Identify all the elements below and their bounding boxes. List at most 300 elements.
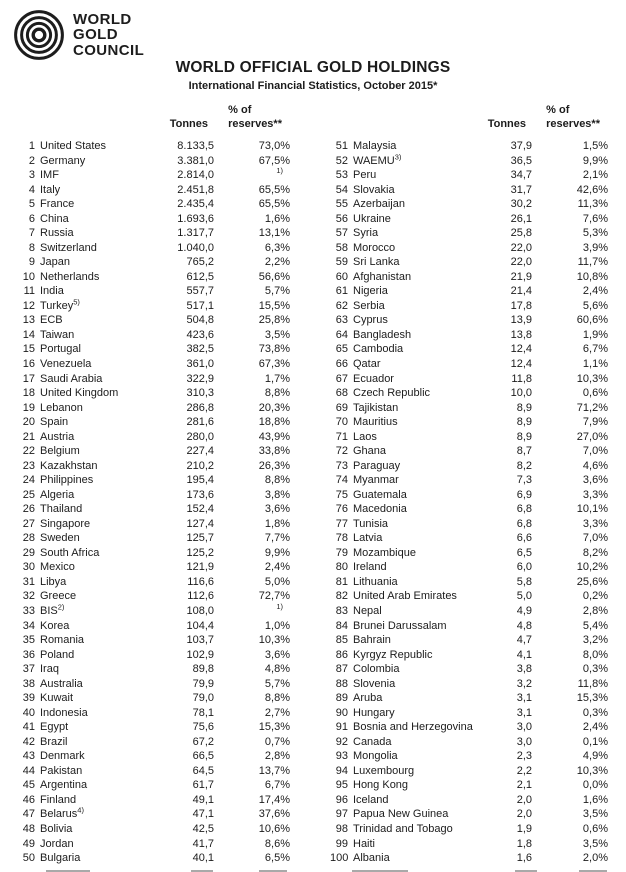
table-row <box>12 386 290 401</box>
table-row <box>330 139 608 154</box>
row-country: Argentina <box>40 779 88 792</box>
table-row <box>330 444 608 459</box>
row-country: Bahrain <box>353 634 391 647</box>
table-row <box>12 430 290 445</box>
pct-reserves-header-text <box>228 104 282 131</box>
row-pct-reserves: 2,0% <box>582 852 608 865</box>
row-rank: 75 <box>335 488 348 501</box>
row-country: Switzerland <box>40 241 97 254</box>
row-pct-reserves: 2,7% <box>264 706 290 719</box>
row-rank: 43 <box>22 750 35 763</box>
row-rank: 25 <box>22 488 35 501</box>
row-tonnes: 2,3 <box>516 750 532 763</box>
row-rank: 78 <box>335 532 348 545</box>
table-row <box>330 633 608 648</box>
row-tonnes: 79,9 <box>192 677 214 690</box>
row-pct-reserves: 15,3% <box>576 692 608 705</box>
row-country: Nigeria <box>353 285 388 298</box>
row-tonnes: 42,5 <box>192 822 214 835</box>
table-row <box>12 764 290 779</box>
row-rank: 2 <box>28 154 35 167</box>
row-country: Egypt <box>40 721 69 734</box>
table-row <box>12 822 290 837</box>
row-tonnes: 227,4 <box>186 445 214 458</box>
row-pct-reserves: 3,6% <box>264 503 290 516</box>
row-tonnes: 3,8 <box>516 663 532 676</box>
row-pct-reserves: 9,9% <box>582 154 608 167</box>
row-country: Finland <box>40 793 77 806</box>
row-pct-reserves: 7,7% <box>264 532 290 545</box>
row-rank: 67 <box>335 372 348 385</box>
table-row <box>330 241 608 256</box>
row-rank: 84 <box>335 619 348 632</box>
row-pct-reserves: 3,6% <box>582 474 608 487</box>
row-tonnes: 310,3 <box>186 387 214 400</box>
row-country: Papua New Guinea <box>353 808 449 821</box>
table-row <box>330 546 608 561</box>
row-country: United States <box>40 140 107 152</box>
row-country: Austria <box>40 430 75 443</box>
holdings-table <box>12 104 608 866</box>
row-country: Greece <box>40 590 77 603</box>
table-row <box>12 851 290 866</box>
table-row <box>330 459 608 474</box>
row-pct-reserves: 0,2% <box>582 590 608 603</box>
pct-reserves-header-text <box>546 104 600 131</box>
table-row <box>12 415 290 430</box>
table-row <box>330 822 608 837</box>
row-rank: 62 <box>335 299 348 312</box>
row-rank: 85 <box>335 634 348 647</box>
table-row <box>330 706 608 721</box>
row-pct-reserves: 11,3% <box>577 198 608 211</box>
table-row <box>12 401 290 416</box>
row-rank: 45 <box>22 779 35 792</box>
row-pct-reserves: 8,0% <box>582 648 608 661</box>
row-rank: 22 <box>22 445 35 458</box>
row-rank: 34 <box>22 619 35 632</box>
table-row <box>330 255 608 270</box>
row-country: United Arab Emirates <box>353 590 457 603</box>
row-pct-reserves: 4,8% <box>264 663 290 676</box>
row-pct-reserves: 1,5% <box>582 140 608 152</box>
row-tonnes: 2,1 <box>516 779 532 792</box>
row-rank: 3 <box>28 169 35 182</box>
table-row <box>12 459 290 474</box>
row-rank: 42 <box>22 735 35 748</box>
table-row <box>12 328 290 343</box>
row-pct-reserves: 25,6% <box>576 575 608 588</box>
row-country: Tajikistan <box>353 401 399 414</box>
row-tonnes: 13,8 <box>510 328 532 341</box>
row-pct-reserves: 10,8% <box>576 270 608 283</box>
row-country: Pakistan <box>40 764 83 777</box>
row-tonnes: 25,8 <box>510 227 532 240</box>
row-pct-reserves: 5,6% <box>582 299 608 312</box>
row-country: Guatemala <box>353 488 407 501</box>
row-country: Brazil <box>40 735 68 748</box>
row-rank: 91 <box>335 721 348 734</box>
row-country: Portugal <box>40 343 81 356</box>
row-tonnes: 2.814,0 <box>177 169 214 182</box>
row-pct-reserves: 10,6% <box>258 822 290 835</box>
row-rank: 59 <box>335 256 348 269</box>
row-tonnes: 281,6 <box>186 416 214 429</box>
page-title: WORLD OFFICIAL GOLD HOLDINGS <box>175 59 451 76</box>
row-rank: 8 <box>28 241 35 254</box>
row-country: Nepal <box>353 605 382 617</box>
row-pct-reserves: 8,2% <box>582 546 608 559</box>
row-tonnes: 103,7 <box>186 634 214 647</box>
row-country: Sweden <box>40 532 80 545</box>
row-rank: 32 <box>22 590 35 603</box>
row-pct-reserves: 43,9% <box>258 430 290 443</box>
row-country: Trinidad and Tobago <box>353 822 453 835</box>
row-pct-reserves: 67,3% <box>258 357 290 370</box>
row-tonnes: 21,9 <box>510 270 532 283</box>
row-country: Sri Lanka <box>353 256 400 269</box>
row-tonnes: 127,4 <box>186 517 214 530</box>
row-rank: 81 <box>335 575 348 588</box>
row-tonnes: 13,9 <box>510 314 532 327</box>
row-rank: 36 <box>22 648 35 661</box>
row-tonnes: 504,8 <box>186 314 214 327</box>
row-pct-reserves: 3,3% <box>582 517 608 530</box>
row-country: Afghanistan <box>353 270 412 283</box>
row-tonnes: 5,0 <box>516 590 532 603</box>
pct-reserves-header <box>532 104 608 131</box>
row-tonnes: 361,0 <box>186 357 214 370</box>
table-row <box>12 197 290 212</box>
row-country: Bosnia and Herzegovina <box>353 721 473 734</box>
row-pct-reserves: 10,3% <box>258 634 290 647</box>
row-tonnes: 10,0 <box>510 387 532 400</box>
row-tonnes: 17,8 <box>510 299 532 312</box>
row-pct-reserves: 10,1% <box>576 503 608 516</box>
row-pct-reserves: 4,9% <box>582 750 608 763</box>
row-pct-reserves: 26,3% <box>258 459 290 472</box>
row-tonnes: 2,2 <box>516 764 532 777</box>
row-rank: 76 <box>335 503 348 516</box>
row-country: Hong Kong <box>353 779 409 792</box>
row-tonnes: 6,8 <box>516 503 532 516</box>
table-row <box>330 502 608 517</box>
row-tonnes: 280,0 <box>186 430 214 443</box>
table-row <box>12 342 290 357</box>
row-rank: 94 <box>335 764 348 777</box>
row-rank: 29 <box>22 546 35 559</box>
row-pct-reserves: 11,7% <box>577 256 608 269</box>
table-row <box>12 241 290 256</box>
table-row <box>330 691 608 706</box>
row-tonnes: 6,5 <box>516 546 532 559</box>
table-row <box>12 488 290 503</box>
row-country: Mexico <box>40 561 75 574</box>
row-tonnes: 173,6 <box>186 488 214 501</box>
table-row <box>12 546 290 561</box>
table-row <box>12 633 290 648</box>
row-rank: 33 <box>22 605 35 617</box>
wgc-concentric-rings-icon <box>13 9 65 61</box>
row-country: Australia <box>40 677 83 690</box>
column-headers-right <box>330 104 608 139</box>
row-tonnes: 125,7 <box>186 532 214 545</box>
pct-reserves-header <box>214 104 290 131</box>
row-pct-reserves: 7,0% <box>582 532 608 545</box>
row-pct-reserves: 0,0% <box>582 779 608 792</box>
row-tonnes: 22,0 <box>510 241 532 254</box>
row-pct-reserves: 9,9% <box>264 546 290 559</box>
logo-line-council: COUNCIL <box>73 41 145 59</box>
row-rank: 99 <box>335 837 348 850</box>
row-tonnes: 2.435,4 <box>177 198 214 211</box>
row-pct-reserves: 2,4% <box>264 561 290 574</box>
table-body-right <box>330 139 608 866</box>
row-tonnes: 36,5 <box>510 154 532 167</box>
row-tonnes: 121,9 <box>186 561 214 574</box>
row-tonnes: 26,1 <box>510 212 532 225</box>
row-tonnes: 1.040,0 <box>177 241 214 254</box>
row-tonnes: 21,4 <box>510 285 532 298</box>
tonnes-header: Tonnes <box>169 117 208 130</box>
row-tonnes: 382,5 <box>186 343 214 356</box>
row-country: Bangladesh <box>353 328 412 341</box>
row-rank: 12 <box>22 299 35 312</box>
row-pct-reserves: 11,8% <box>577 677 608 690</box>
row-country: BIS$^{2)}$ <box>40 602 65 617</box>
table-row <box>12 735 290 750</box>
row-tonnes: 4,9 <box>516 605 532 617</box>
row-tonnes: 79,0 <box>192 692 214 705</box>
row-country: Slovakia <box>353 183 395 196</box>
row-tonnes: 765,2 <box>186 256 214 269</box>
row-pct-reserves: 27,0% <box>576 430 608 443</box>
table-row <box>330 473 608 488</box>
row-tonnes: 7,3 <box>516 474 532 487</box>
row-tonnes: 8,9 <box>516 401 532 414</box>
table-left-half <box>12 104 290 866</box>
row-rank: 52 <box>335 154 348 167</box>
row-tonnes: 3,0 <box>516 721 532 734</box>
row-pct-reserves: 17,4% <box>258 793 290 806</box>
table-row <box>12 357 290 372</box>
table-row <box>330 575 608 590</box>
column-headers-left <box>12 104 290 139</box>
table-row <box>330 851 608 866</box>
row-country: Spain <box>40 416 69 429</box>
table-row <box>330 284 608 299</box>
row-pct-reserves: 6,5% <box>264 852 290 865</box>
row-pct-reserves: 7,6% <box>582 212 608 225</box>
row-country: France <box>40 198 75 211</box>
table-row <box>12 473 290 488</box>
row-tonnes: 116,6 <box>187 575 214 588</box>
row-tonnes: 12,4 <box>510 343 532 356</box>
row-country: Ecuador <box>353 372 394 385</box>
table-row <box>12 444 290 459</box>
row-rank: 70 <box>335 416 348 429</box>
row-pct-reserves: 1,1% <box>582 357 608 370</box>
row-rank: 92 <box>335 735 348 748</box>
row-country: Ireland <box>353 561 387 574</box>
row-rank: 14 <box>22 328 35 341</box>
row-pct-reserves: 60,6% <box>576 314 608 327</box>
table-row <box>330 807 608 822</box>
table-row <box>12 284 290 299</box>
row-tonnes: 1,9 <box>516 822 532 835</box>
row-pct-reserves: 3,2% <box>582 634 608 647</box>
row-rank: 9 <box>28 256 35 269</box>
wgc-logo <box>13 9 144 61</box>
row-rank: 40 <box>22 706 35 719</box>
row-country: Slovenia <box>353 677 396 690</box>
row-rank: 28 <box>22 532 35 545</box>
row-rank: 18 <box>22 387 35 400</box>
row-tonnes: 612,5 <box>186 270 214 283</box>
row-rank: 17 <box>22 372 35 385</box>
row-country: Iceland <box>353 793 389 806</box>
tonnes-header: Tonnes <box>487 117 526 130</box>
row-tonnes: 2,0 <box>516 793 532 806</box>
row-country: China <box>40 212 69 225</box>
row-tonnes: 30,2 <box>510 198 532 211</box>
row-pct-reserves: 0,7% <box>264 735 290 748</box>
row-pct-reserves: 65,5% <box>258 198 290 211</box>
row-country: Japan <box>40 256 70 269</box>
row-rank: 64 <box>335 328 348 341</box>
row-tonnes: 125,2 <box>186 546 214 559</box>
row-tonnes: 6,0 <box>516 561 532 574</box>
row-tonnes: 322,9 <box>186 372 214 385</box>
row-rank: 63 <box>335 314 348 327</box>
table-row <box>330 197 608 212</box>
row-rank: 1 <box>28 140 35 152</box>
table-body-left <box>12 139 290 866</box>
table-row <box>12 749 290 764</box>
row-rank: 49 <box>22 837 35 850</box>
row-pct-reserves: 10,3% <box>576 764 608 777</box>
row-country: Philippines <box>40 474 94 487</box>
table-row <box>330 720 608 735</box>
row-pct-reserves: 8,8% <box>264 474 290 487</box>
row-rank: 27 <box>22 517 35 530</box>
row-tonnes: 4,8 <box>516 619 532 632</box>
table-row <box>12 212 290 227</box>
table-row <box>330 793 608 808</box>
table-row <box>12 807 290 822</box>
row-rank: 21 <box>22 430 35 443</box>
row-tonnes: 557,7 <box>186 285 214 298</box>
row-country: ECB <box>40 314 63 327</box>
table-row <box>12 648 290 663</box>
row-tonnes: 6,9 <box>516 488 532 501</box>
row-tonnes: 8,9 <box>516 416 532 429</box>
row-pct-reserves: 7,0% <box>582 445 608 458</box>
row-pct-reserves: 3,5% <box>582 808 608 821</box>
row-tonnes: 6,8 <box>516 517 532 530</box>
table-row <box>12 139 290 154</box>
row-country: Albania <box>353 852 390 865</box>
row-rank: 19 <box>22 401 35 414</box>
row-tonnes: 2.451,8 <box>177 183 214 196</box>
row-tonnes: 8,7 <box>516 445 532 458</box>
row-rank: 69 <box>335 401 348 414</box>
row-rank: 89 <box>335 692 348 705</box>
row-country: Syria <box>353 227 379 240</box>
row-rank: 31 <box>22 575 35 588</box>
row-tonnes: 8,9 <box>516 430 532 443</box>
table-row <box>330 401 608 416</box>
row-country: Lebanon <box>40 401 83 414</box>
row-rank: 16 <box>22 357 35 370</box>
row-country: Cambodia <box>353 343 404 356</box>
row-tonnes: 3,0 <box>516 735 532 748</box>
row-pct-reserves: 42,6% <box>576 183 608 196</box>
row-rank: 41 <box>22 721 35 734</box>
row-pct-reserves: 1) <box>276 602 283 612</box>
page-subtitle: International Financial Statistics, October 2015* <box>188 80 438 92</box>
table-row <box>12 183 290 198</box>
row-tonnes: 47,1 <box>192 808 214 821</box>
row-country: Macedonia <box>353 503 407 516</box>
row-rank: 87 <box>335 663 348 676</box>
row-pct-reserves: 3,9% <box>582 241 608 254</box>
row-pct-reserves: 5,7% <box>264 285 290 298</box>
row-pct-reserves: 2,2% <box>264 256 290 269</box>
row-country: Lithuania <box>353 575 398 588</box>
row-rank: 60 <box>335 270 348 283</box>
row-rank: 48 <box>22 822 35 835</box>
row-tonnes: 67,2 <box>192 735 214 748</box>
row-pct-reserves: 5,0% <box>264 575 290 588</box>
row-pct-reserves: 73,0% <box>258 140 290 152</box>
row-country: Morocco <box>353 241 396 254</box>
table-row <box>330 677 608 692</box>
row-pct-reserves: 0,1% <box>582 735 608 748</box>
row-tonnes: 8,2 <box>516 459 532 472</box>
row-pct-reserves: 4,6% <box>582 459 608 472</box>
row-pct-reserves: 67,5% <box>258 154 290 167</box>
row-tonnes: 517,1 <box>186 299 214 312</box>
row-rank: 95 <box>335 779 348 792</box>
row-pct-reserves: 13,1% <box>258 227 290 240</box>
row-country: Taiwan <box>40 328 75 341</box>
row-rank: 51 <box>335 140 348 152</box>
row-tonnes: 75,6 <box>192 721 214 734</box>
row-rank: 73 <box>335 459 348 472</box>
row-tonnes: 3,1 <box>516 692 532 705</box>
row-tonnes: 1.693,6 <box>177 212 214 225</box>
row-tonnes: 37,9 <box>510 140 532 152</box>
row-tonnes: 195,4 <box>186 474 214 487</box>
row-country: Canada <box>353 735 392 748</box>
row-pct-reserves: 2,8% <box>264 750 290 763</box>
row-rank: 24 <box>22 474 35 487</box>
row-pct-reserves: 2,4% <box>582 721 608 734</box>
row-country: Haiti <box>353 837 376 850</box>
row-rank: 96 <box>335 793 348 806</box>
row-rank: 50 <box>22 852 35 865</box>
row-pct-reserves: 71,2% <box>576 401 608 414</box>
row-rank: 66 <box>335 357 348 370</box>
table-right-half <box>330 104 608 866</box>
row-rank: 65 <box>335 343 348 356</box>
row-pct-reserves: 6,7% <box>582 343 608 356</box>
table-row <box>330 226 608 241</box>
table-row <box>12 677 290 692</box>
row-country: Italy <box>40 183 61 196</box>
table-row <box>330 778 608 793</box>
